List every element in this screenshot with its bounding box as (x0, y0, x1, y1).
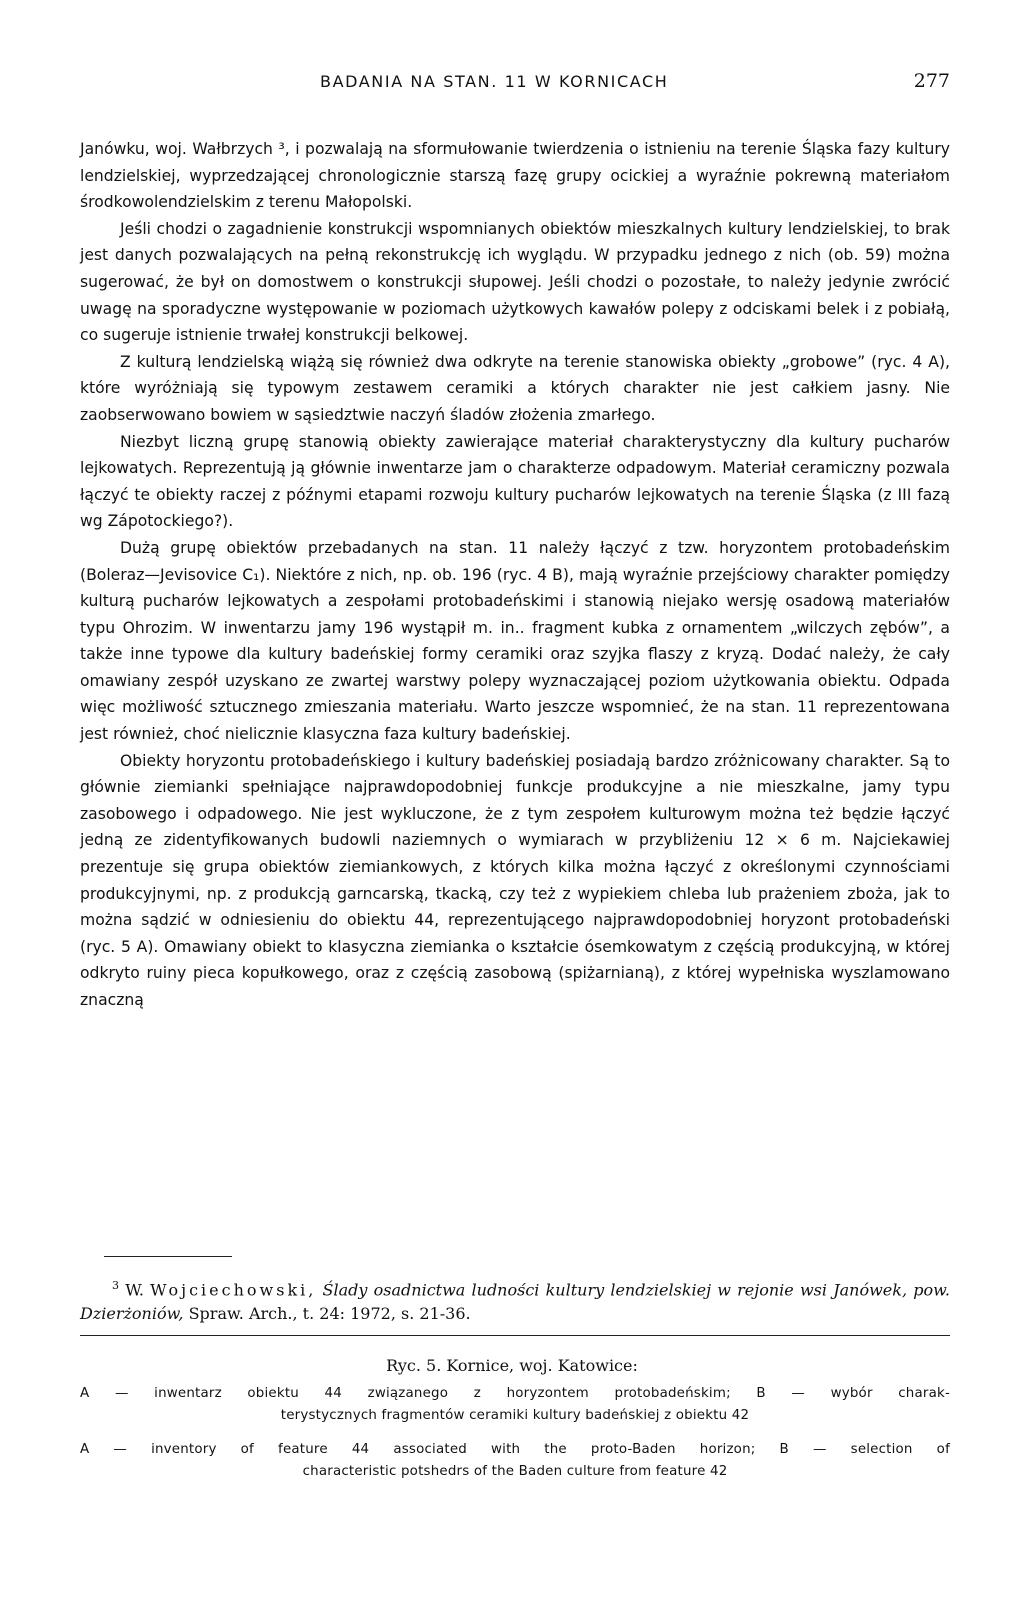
figure-caption-title: Ryc. 5. Kornice, woj. Katowice: (386, 1356, 638, 1375)
caption-en-line-1: A — inventory of feature 44 associated with the proto-Baden horizon; B — selection of (80, 1442, 950, 1457)
caption-en-line-2: characteristic potshedrs of the Baden culture from feature 42 (302, 1464, 728, 1479)
caption-divider (80, 1335, 950, 1336)
footnote-source: Spraw. Arch., t. 24: 1972, s. 21-36. (188, 1304, 471, 1324)
paragraph-5: Dużą grupę obiektów przebadanych na stan. 11 należy łączyć z tzw. horyzontem protobadeńskim (Boleraz—Jevisovice C₁). Niektóre z nich, np. ob. 196 (ryc. 4 B), mają wyraźnie przejściowy charakter pomiędzy kulturą pucharów lejkowatych a zespołami protobadeńskimi i stanowią niejako wersję osadową materiałów typu Ohrozim. W inwentarzu jamy 196 wystąpił m. in.. fragment kubka z ornamentem „wilczych zębów”, a także inne typowe dla kultury badeńskiej formy ceramiki oraz szyjka flaszy z kryzą. Dodać należy, że cały omawiany zespół uzyskano ze zwartej warstwy polepy wyznaczającej poziom użytkowania obiektu. Odpada więc możliwość sztucznego zmieszania materiału. Warto jeszcze wspomnieć, że na stan. 11 reprezentowana jest również, choć nielicznie klasyczna faza kultury badeńskiej. (80, 538, 950, 744)
footnote-title: Ślady osadnictwa ludności kultury lendzielskiej w rejonie wsi Janówek, pow. Dzierżoniów, (80, 1280, 950, 1324)
footnote-divider (104, 1256, 232, 1257)
paragraph-2: Jeśli chodzi o zagadnienie konstrukcji wspomnianych obiektów mieszkalnych kultury lendzielskiej, to brak jest danych pozwalających na pełną rekonstrukcję ich wyglądu. W przypadku jednego z nich (ob. 59) można sugerować, że był on domostwem o konstrukcji słupowej. Jeśli chodzi o pozostałe, to należy jedynie zwrócić uwagę na sporadyczne występowanie w poziomach użytkowych kawałów polepy z odciskami belek i z pobiałą, co sugeruje istnienie trwałej konstrukcji belkowej. (80, 219, 950, 345)
caption-pl-line-2: terystycznych fragmentów ceramiki kultury badeńskiej z obiektu 42 (280, 1408, 750, 1423)
footnote (80, 1274, 950, 1326)
paragraph-6: Obiekty horyzontu protobadeńskiego i kultury badeńskiej posiadają bardzo zróżnicowany charakter. Są to głównie ziemianki spełniające najprawdopodobniej funkcje produkcyjne a nie mieszkalne, jamy typu zasobowego i odpadowego. Nie jest wykluczone, że z tym zespołem kulturowym można też będzie łączyć jedną ze zidentyfikowanych budowli naziemnych o wymiarach w przybliżeniu 12 × 6 m. Najciekawiej prezentuje się grupa obiektów ziemiankowych, z których kilka można łączyć z określonymi czynnościami produkcyjnymi, np. z produkcją garncarską, tkacką, czy też z wypiekiem chleba lub prażeniem zboża, jak to można sądzić w odniesieniu do obiektu 44, reprezentującego najprawdopodobniej horyzont protobadeński (ryc. 5 A). Omawiany obiekt to klasyczna ziemianka o kształcie ósemkowatym z częścią produkcyjną, w której odkryto ruiny pieca kopułkowego, oraz z częścią zasobową (spiżarnianą), z której wypełniska wyszlamowano znaczną (80, 751, 950, 1009)
body-text (80, 136, 950, 1014)
page-header (80, 70, 950, 98)
page-number: 277 (913, 70, 950, 92)
footnote-marker: 3 (112, 1279, 119, 1292)
paragraph-4: Niezbyt liczną grupę stanowią obiekty zawierające materiał charakterystyczny dla kultury pucharów lejkowatych. Reprezentują ją głównie inwentarze jam o charakterze odpadowym. Materiał ceramiczny pozwala łączyć te obiekty raczej z późnymi etapami rozwoju kultury pucharów lejkowatych na terenie Śląska (z III fazą wg Zápotockiego?). (80, 432, 950, 531)
footnote-author-surname: Wojciechowski, (150, 1280, 317, 1300)
paragraph-3: Z kulturą lendzielską wiążą się również dwa odkryte na terenie stanowiska obiekty „grobowe” (ryc. 4 A), które wyróżniają się typowym zestawem ceramiki a których charakter nie jest całkiem jasny. Nie zaobserwowano bowiem w sąsiedztwie naczyń śladów złożenia zmarłego. (80, 352, 950, 424)
caption-pl-line-1: A — inwentarz obiektu 44 związanego z horyzontem protobadeńskim; B — wybór charak- (80, 1386, 950, 1401)
paragraph-1: Janówku, woj. Wałbrzych ³, i pozwalają na sformułowanie twierdzenia o istnieniu na terenie Śląska fazy kultury lendzielskiej, wyprzedzającej chronologicznie starszą fazę grupy ocickiej a wyraźnie pokrewną materiałom środkowolendzielskim z terenu Małopolski. (80, 140, 950, 212)
footnote-author-initial: W. (125, 1280, 144, 1300)
running-head: BADANIA NA STAN. 11 W KORNICACH (320, 72, 669, 91)
